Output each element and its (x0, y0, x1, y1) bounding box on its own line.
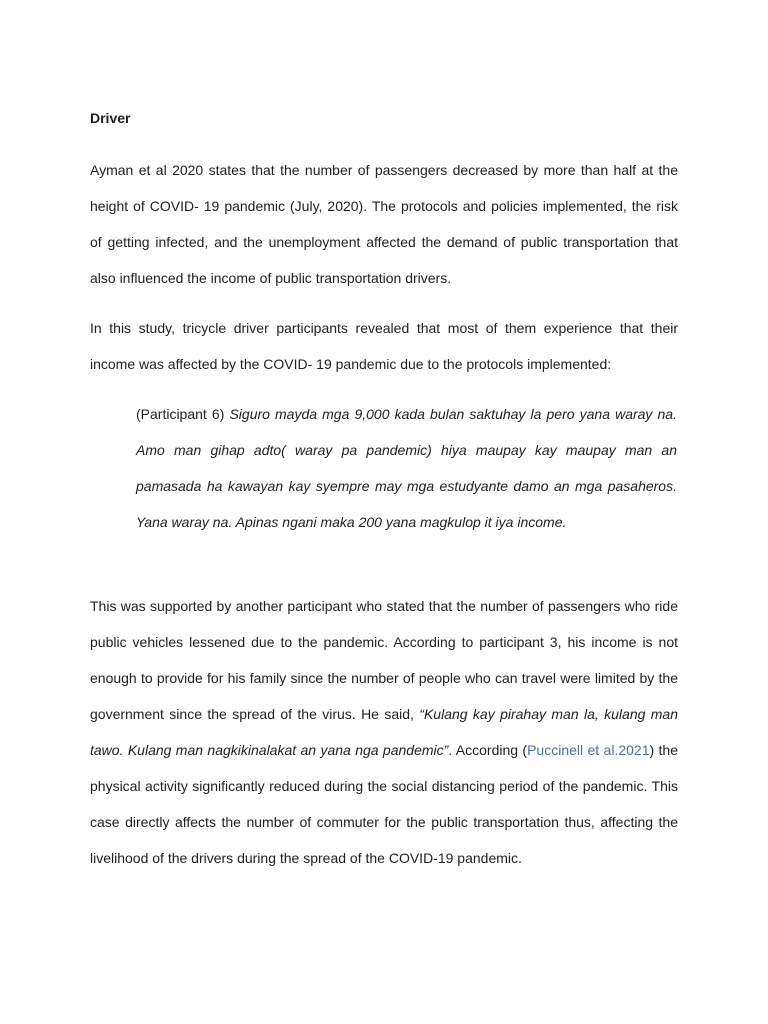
paragraph-support (90, 588, 678, 876)
paragraph-support-part-3: ) the physical activity significantly reduced during the social distancing period of the pandemic. This case directly affects the number of commuter for the public transportation thus, affecting the livelihood of the drivers during the spread of the COVID-19 pandemic. (90, 742, 678, 866)
quote-text: Siguro mayda mga 9,000 kada bulan saktuhay la pero yana waray na. Amo man gihap adto( waray pa pandemic) hiya maupay kay maupay man an pamasada ha kawayan kay syempre may mga estudyante damo an mga pasaheros. Yana waray na. Apinas ngani maka 200 yana magkulop it iya income. (136, 406, 677, 530)
section-heading: Driver (90, 110, 131, 126)
quote-speaker: (Participant 6) (136, 406, 230, 422)
citation-link[interactable]: Puccinell et al.2021 (527, 742, 650, 758)
paragraph-ayman: Ayman et al 2020 states that the number of passengers decreased by more than half at the height of COVID- 19 pandemic (July, 2020). The protocols and policies implemented, the risk of getting infected, and the unemployment affected the demand of public transportation that also influenced the income of public transportation drivers. (90, 162, 678, 286)
participant-quote (136, 396, 677, 540)
paragraph-support-part-1: This was supported by another participant who stated that the number of passengers who ride public vehicles lessened due to the pandemic. According to participant 3, his income is not enough to provide for his family since the number of people who can travel were limited by the government since the spread of the virus. He said, (90, 598, 678, 722)
paragraph-study: In this study, tricycle driver participants revealed that most of them experience that their income was affected by the COVID- 19 pandemic due to the protocols implemented: (90, 320, 678, 372)
paragraph-support-part-2: . According ( (448, 742, 528, 758)
participant-3-quote: “Kulang kay pirahay man la, kulang man tawo. Kulang man nagkikinalakat an yana nga pandemic” (90, 706, 678, 758)
